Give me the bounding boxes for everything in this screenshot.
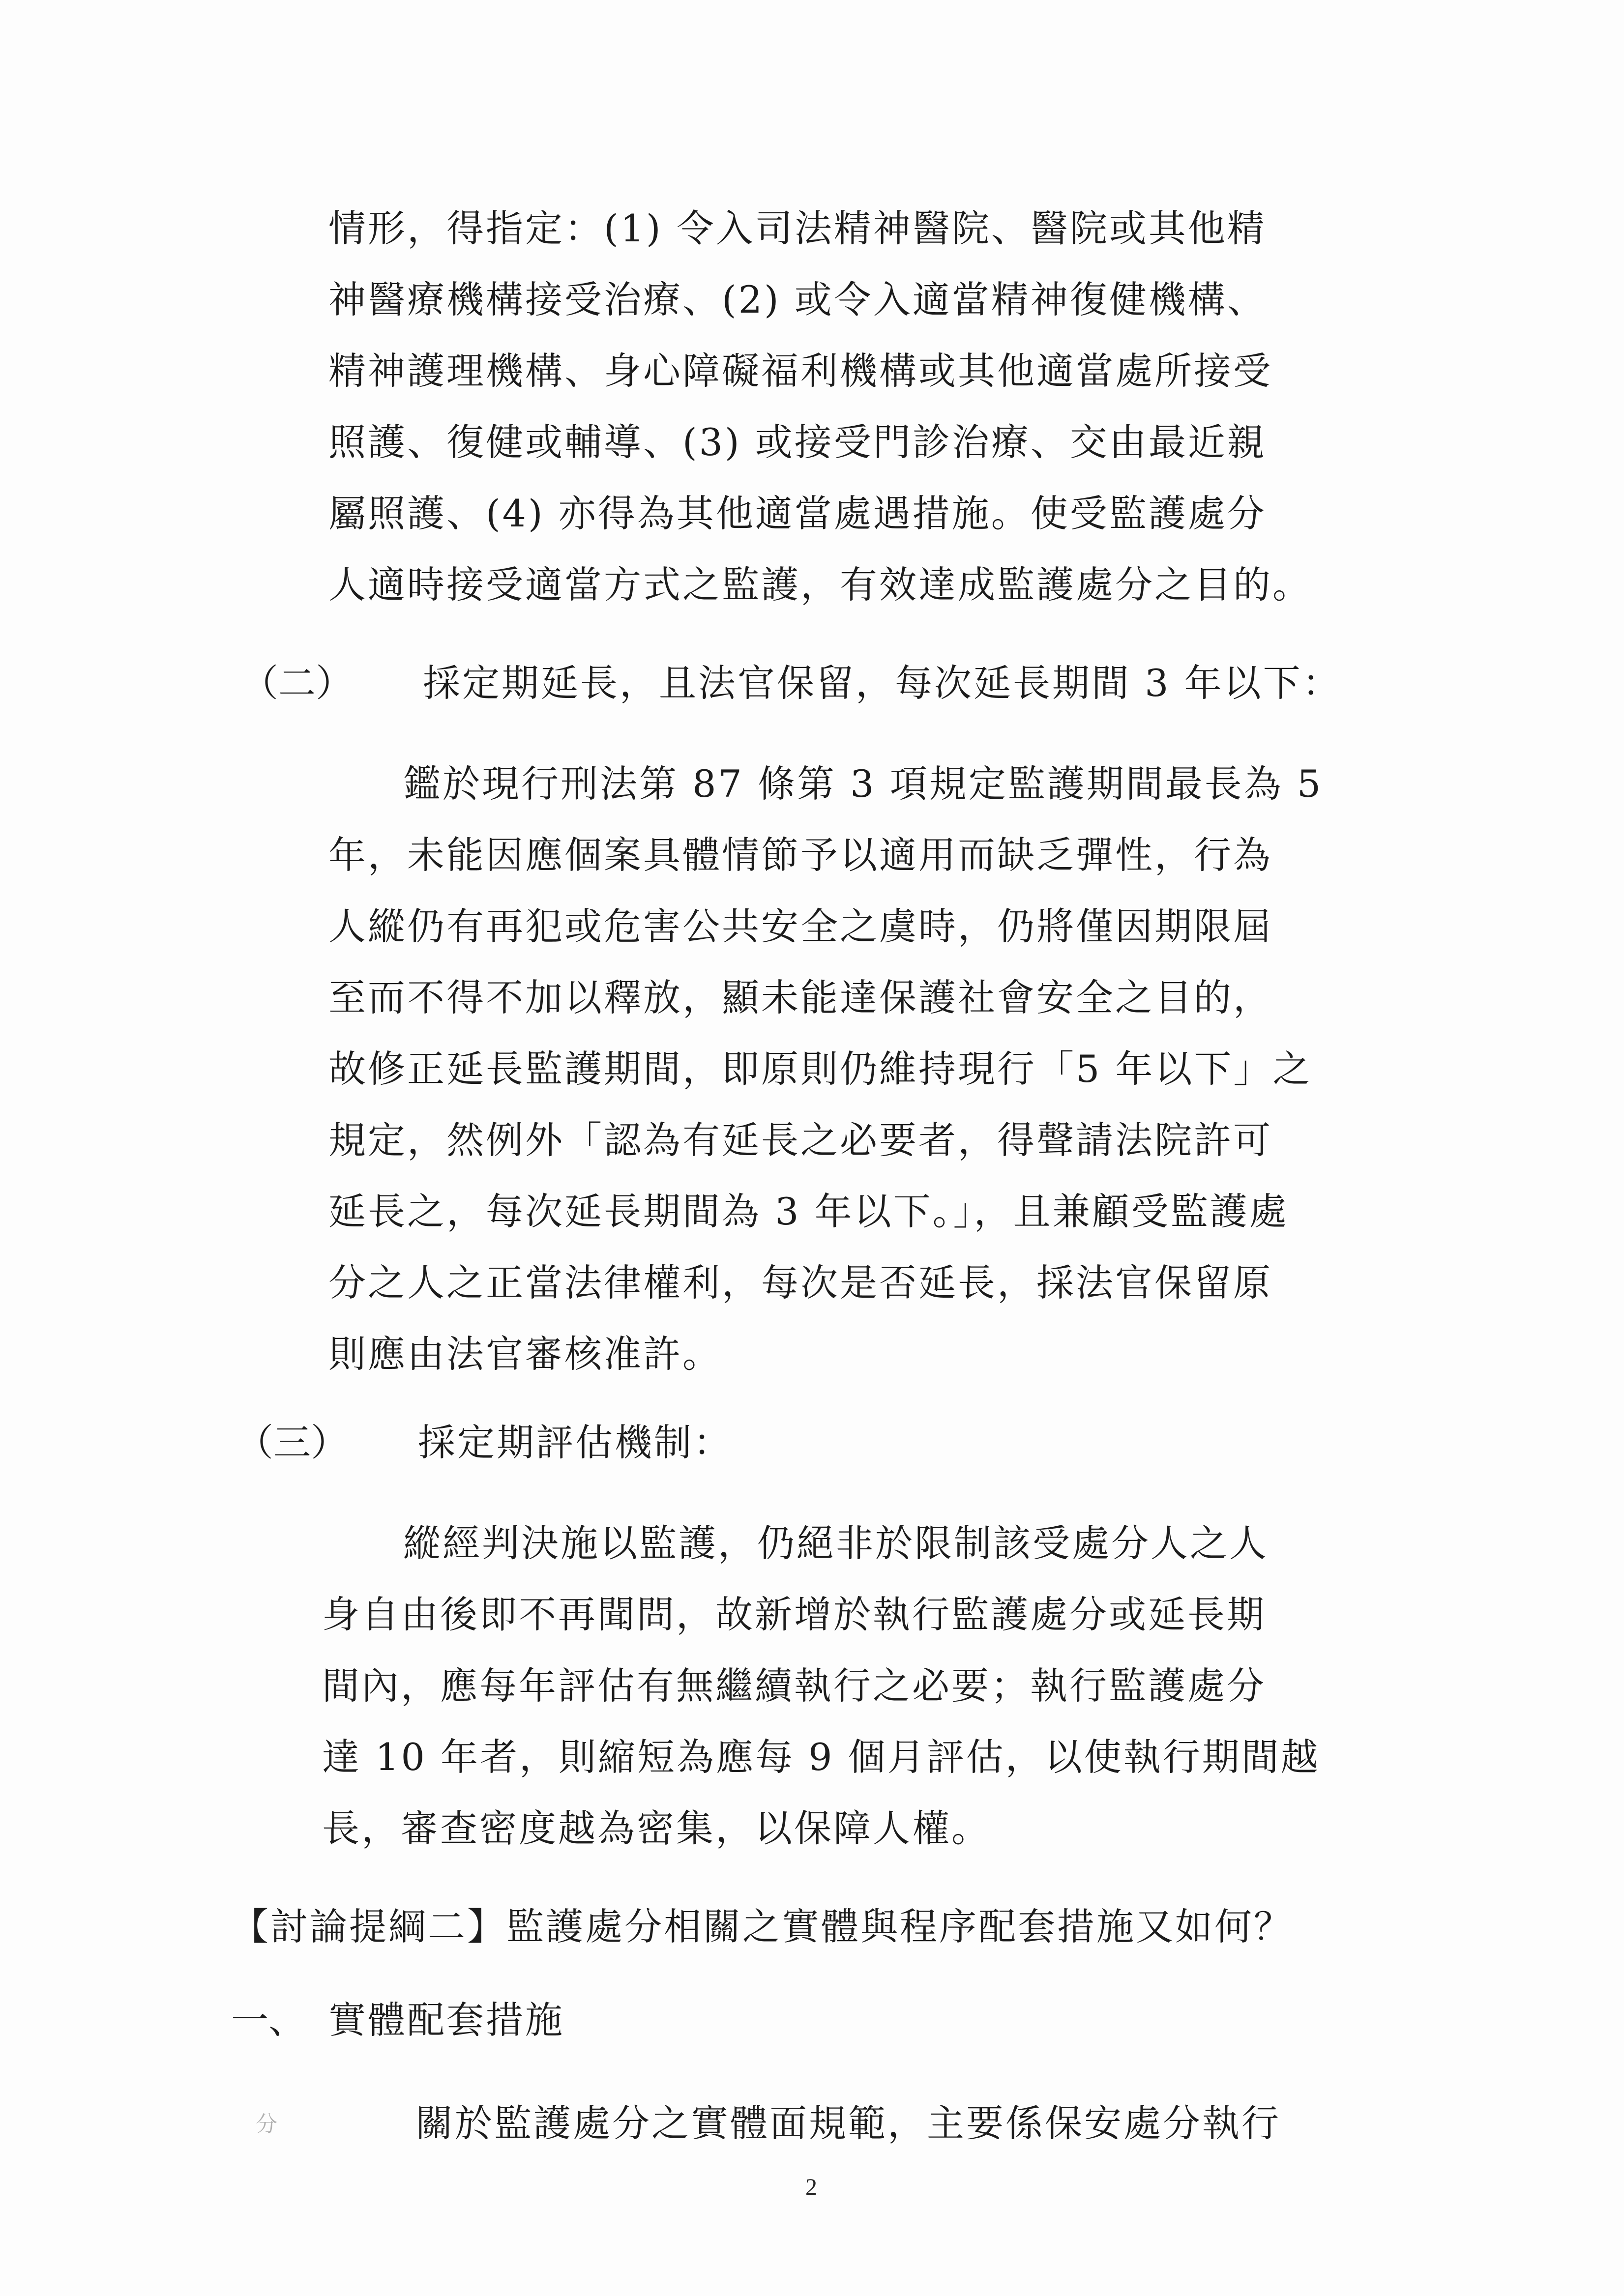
part-heading-1: 實體配套措施 [328, 1998, 564, 2042]
item-marker-3: （三） [236, 1421, 348, 1464]
item2-line-4: 至而不得不加以釋放，顯未能達保護社會安全之目的， [328, 976, 1272, 1019]
item2-line-5: 故修正延長監護期間，即原則仍維持現行「5 年以下」之 [328, 1047, 1312, 1091]
discussion-heading: 【討論提綱二】監護處分相關之實體與程序配套措施又如何？ [231, 1905, 1293, 1948]
body-line-5: 屬照護、(4) 亦得為其他適當處遇措施。使受監護處分 [328, 492, 1267, 535]
item2-line-7: 延長之，每次延長期間為 3 年以下。」，且兼顧受監護處 [328, 1190, 1289, 1233]
item3-line-3: 間內，應每年評估有無繼續執行之必要；執行監護處分 [322, 1664, 1266, 1708]
page-number: 2 [805, 2174, 817, 2200]
item3-line-2: 身自由後即不再聞問，故新增於執行監護處分或延長期 [322, 1593, 1266, 1636]
item-heading-3: 採定期評估機制： [418, 1421, 733, 1464]
item3-line-5: 長，審查密度越為密集，以保障人權。 [322, 1806, 991, 1850]
body-line-3: 精神護理機構、身心障礙福利機構或其他適當處所接受 [328, 349, 1272, 393]
margin-mark: 分 [256, 2112, 278, 2137]
item2-line-2: 年，未能因應個案具體情節予以適用而缺乏彈性，行為 [328, 833, 1272, 877]
body-line-6: 人適時接受適當方式之監護，有效達成監護處分之目的。 [328, 563, 1312, 607]
body-line-4: 照護、復健或輔導、(3) 或接受門診治療、交由最近親 [328, 420, 1267, 464]
part1-line-1: 關於監護處分之實體面規範，主要係保安處分執行 [415, 2101, 1281, 2145]
item2-line-8: 分之人之正當法律權利，每次是否延長，採法官保留原 [328, 1261, 1272, 1305]
item2-line-1: 鑑於現行刑法第 87 條第 3 項規定監護期間最長為 5 [403, 762, 1323, 806]
item2-line-3: 人縱仍有再犯或危害公共安全之虞時，仍將僅因期限屆 [328, 904, 1272, 948]
item3-line-4: 達 10 年者，則縮短為應每 9 個月評估，以使執行期間越 [322, 1735, 1320, 1779]
item-heading-2: 採定期延長，且法官保留，每次延長期間 3 年以下： [423, 661, 1342, 705]
item2-line-9: 則應由法官審核准許。 [328, 1332, 722, 1376]
part-marker-1: 一、 [231, 1998, 306, 2042]
body-line-2: 神醫療機構接受治療、(2) 或令入適當精神復健機構、 [328, 278, 1267, 321]
body-line-1: 情形，得指定：(1) 令入司法精神醫院、醫院或其他精 [328, 206, 1267, 250]
item3-line-1: 縱經判決施以監護，仍絕非於限制該受處分人之人 [403, 1521, 1269, 1565]
item2-line-6: 規定，然例外「認為有延長之必要者，得聲請法院許可 [328, 1118, 1272, 1162]
item-marker-2: （二） [241, 661, 353, 705]
